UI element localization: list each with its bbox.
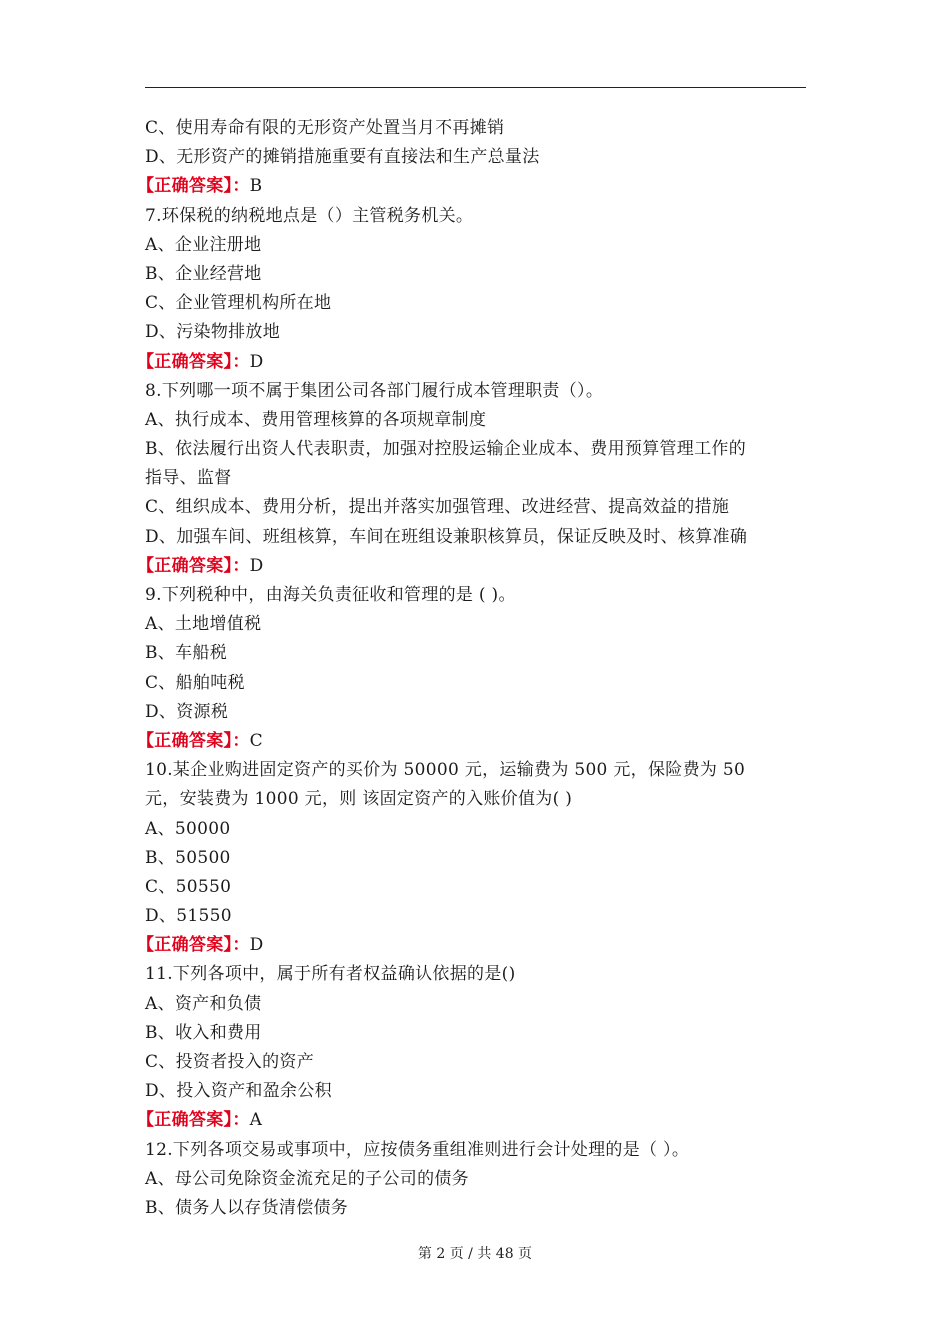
- question-text: 元，安装费为 1000 元，则 该固定资产的入账价值为( ): [145, 789, 573, 810]
- option-text: A、企业注册地: [145, 234, 262, 255]
- option-text: A、资产和负债: [145, 993, 262, 1014]
- option-text: B、50500: [145, 847, 231, 868]
- correct-answer-label: 【正确答案】: [137, 730, 233, 751]
- option-text: C、组织成本、费用分析，提出并落实加强管理、改进经营、提高效益的措施: [145, 497, 730, 518]
- option-text: C、50550: [145, 876, 232, 897]
- correct-answer-line: [137, 552, 810, 581]
- correct-answer-value: D: [249, 555, 264, 576]
- correct-answer-value: B: [249, 176, 263, 197]
- option-text: D、无形资产的摊销措施重要有直接法和生产总量法: [145, 147, 540, 168]
- option-text: D、投入资产和盈余公积: [145, 1081, 332, 1102]
- correct-answer-label: 【正确答案】: [137, 935, 233, 956]
- correct-answer-separator: ：: [232, 351, 250, 372]
- option-text: A、执行成本、费用管理核算的各项规章制度: [145, 409, 487, 430]
- option-text: D、污染物排放地: [145, 322, 281, 343]
- correct-answer-line: [137, 348, 810, 377]
- correct-answer-label: 【正确答案】: [137, 1110, 233, 1131]
- correct-answer-label: 【正确答案】: [137, 555, 233, 576]
- correct-answer-separator: ：: [232, 176, 250, 197]
- question-text: 9.下列税种中，由海关负责征收和管理的是 ( )。: [145, 585, 516, 605]
- correct-answer-label: 【正确答案】: [137, 176, 233, 197]
- correct-answer-separator: ：: [232, 935, 250, 956]
- header-rule: [145, 87, 806, 88]
- option-text: C、企业管理机构所在地: [145, 293, 332, 314]
- option-text: B、车船税: [145, 643, 227, 664]
- question-text: 10.某企业购进固定资产的买价为 50000 元，运输费为 500 元，保险费为 50: [145, 760, 746, 781]
- correct-answer-value: D: [249, 351, 264, 372]
- correct-answer-line: [137, 1106, 810, 1135]
- option-text: D、加强车间、班组核算，车间在班组设兼职核算员，保证反映及时、核算准确: [145, 526, 748, 547]
- option-text: A、母公司免除资金流充足的子公司的债务: [145, 1168, 469, 1189]
- option-text: D、51550: [145, 906, 232, 927]
- option-text: C、投资者投入的资产: [145, 1052, 315, 1072]
- correct-answer-value: D: [249, 935, 264, 956]
- question-text: 12.下列各项交易或事项中，应按债务重组准则进行会计处理的是（ ）。: [145, 1139, 690, 1160]
- correct-answer-separator: ：: [232, 555, 250, 576]
- page-footer: 第 2 页 / 共 48 页: [417, 1246, 533, 1262]
- option-text: B、债务人以存货清偿债务: [145, 1197, 349, 1218]
- correct-answer-separator: ：: [232, 1110, 250, 1131]
- correct-answer-line: [137, 727, 810, 756]
- option-text: C、使用寿命有限的无形资产处置当月不再摊销: [145, 118, 505, 138]
- option-text: C、船舶吨税: [145, 672, 245, 693]
- option-text: B、收入和费用: [145, 1022, 262, 1043]
- correct-answer-label: 【正确答案】: [137, 351, 233, 372]
- option-text: B、依法履行出资人代表职责，加强对控股运输企业成本、费用预算管理工作的: [145, 439, 746, 460]
- document-body: [137, 114, 810, 1223]
- option-text: 指导、监督: [145, 468, 232, 489]
- correct-answer-separator: ：: [232, 730, 250, 751]
- correct-answer-line: [137, 172, 810, 201]
- option-text: B、企业经营地: [145, 263, 262, 284]
- option-text: A、土地增值税: [145, 614, 262, 635]
- correct-answer-value: A: [249, 1110, 263, 1131]
- option-text: A、50000: [145, 818, 231, 839]
- question-text: 8.下列哪一项不属于集团公司各部门履行成本管理职责（）。: [145, 380, 604, 401]
- question-text: 7.环保税的纳税地点是（）主管税务机关。: [145, 205, 474, 226]
- question-text: 11.下列各项中，属于所有者权益确认依据的是(): [145, 964, 516, 985]
- correct-answer-value: C: [249, 730, 263, 751]
- correct-answer-line: [137, 931, 810, 960]
- option-text: D、资源税: [145, 701, 229, 722]
